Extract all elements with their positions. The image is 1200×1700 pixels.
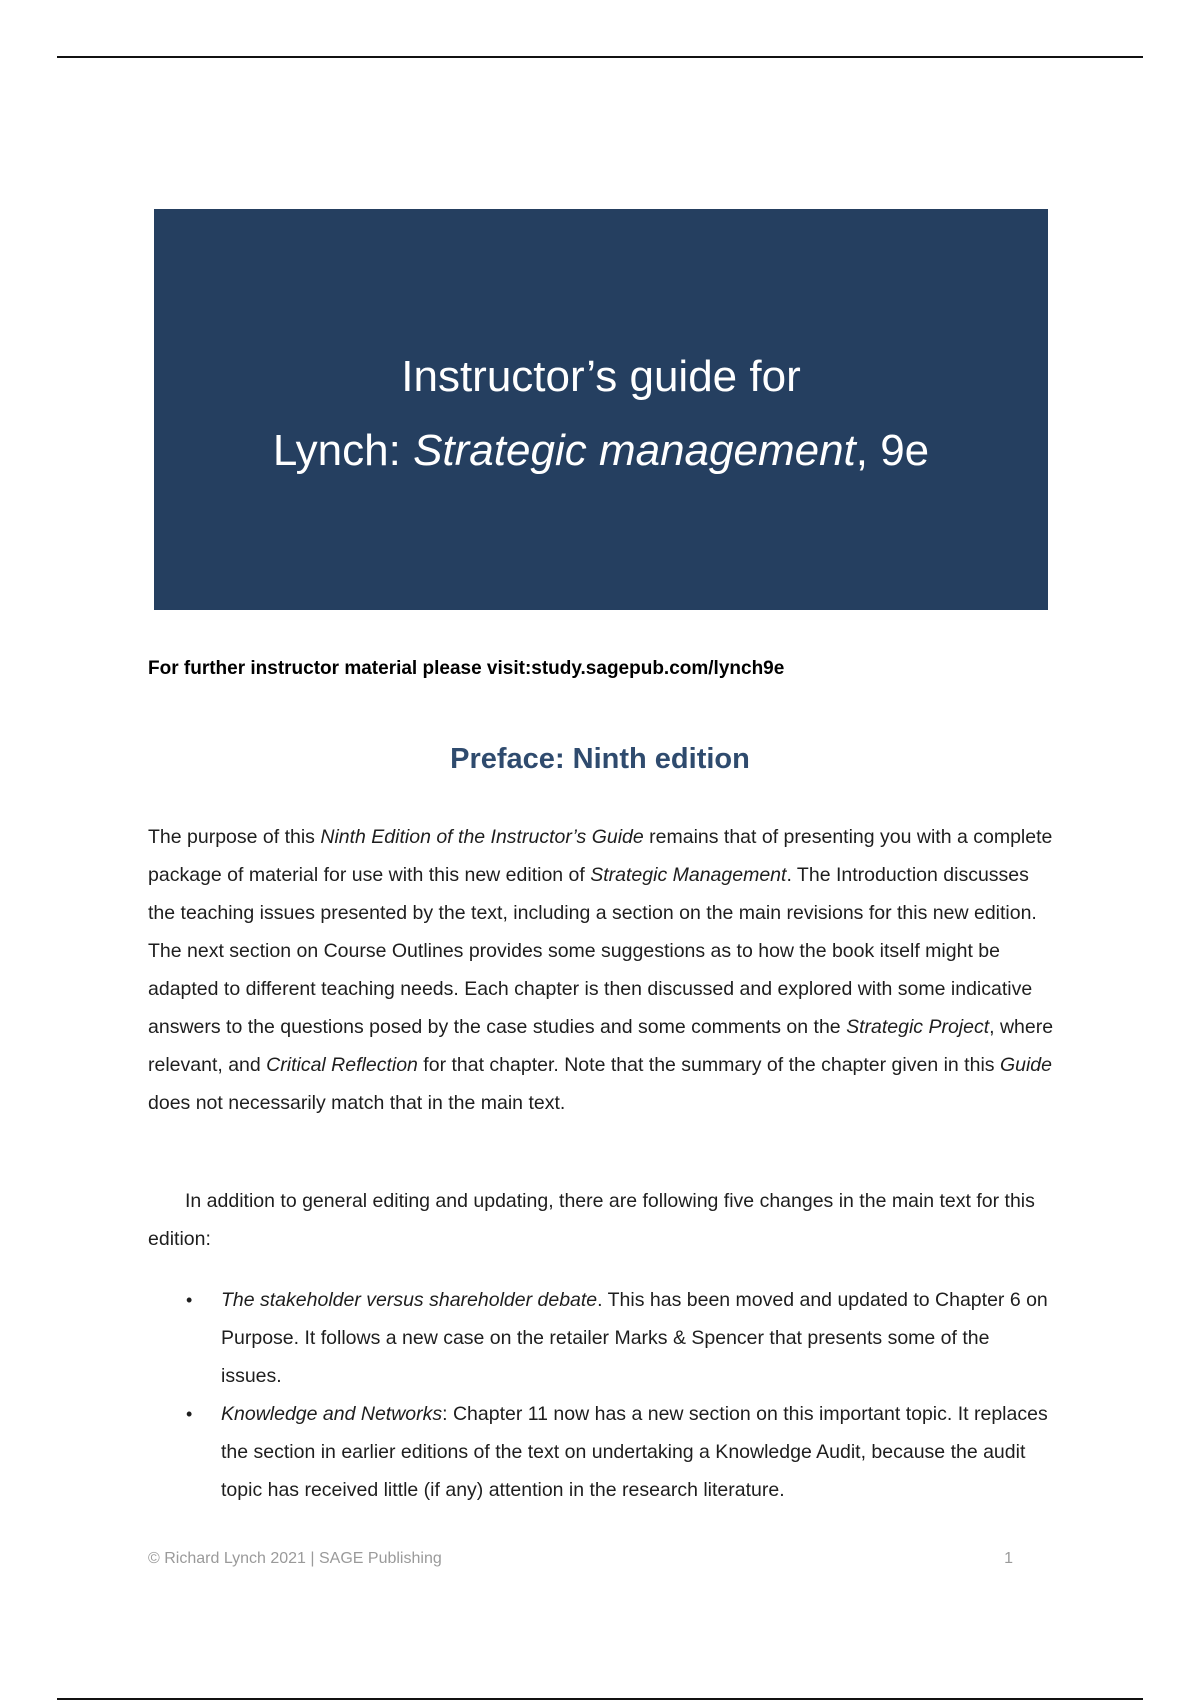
footer-copyright: © Richard Lynch 2021 | SAGE Publishing xyxy=(148,1550,442,1567)
preface-heading: Preface: Ninth edition xyxy=(450,743,750,775)
bullet-topic: The stakeholder versus shareholder debate xyxy=(221,1289,598,1311)
bullet-topic: Knowledge and Networks xyxy=(221,1403,443,1425)
p1-text-1: The purpose of this xyxy=(148,826,321,848)
p1-text-5: for that chapter. Note that the summary of the chapter given in this xyxy=(417,1054,1000,1076)
p1-text-2: remains that of presenting you with a complete package of material for use with this new edition of xyxy=(148,826,1053,886)
preface-paragraph-2: In addition to general editing and updating, there are following five changes in the main text for this edition: xyxy=(148,1190,1035,1250)
bullet-icon: • xyxy=(186,1290,193,1310)
list-item xyxy=(148,1395,1054,1509)
banner-edition: , 9e xyxy=(855,426,930,475)
preface-paragraph-1 xyxy=(148,818,1054,1122)
p1-text-4: , where relevant, and xyxy=(148,1016,1054,1076)
page-number: 1 xyxy=(1004,1550,1013,1567)
banner-title-line2 xyxy=(154,414,1048,488)
p1-italic-3: Strategic Project xyxy=(846,1016,990,1038)
page-footer xyxy=(148,1550,1013,1568)
bullet-icon: • xyxy=(186,1404,193,1424)
p1-italic-4: Critical Reflection xyxy=(266,1054,418,1076)
p1-italic-1: Ninth Edition of the Instructor’s Guide xyxy=(320,826,644,848)
bullet-text: . This has been moved and updated to Chapter 6 on Purpose. It follows a new case on the retailer Marks & Spencer that presents some of the issues. xyxy=(221,1289,1048,1387)
banner-title-prefix: Lynch: xyxy=(272,426,414,475)
title-banner xyxy=(154,209,1048,610)
changes-list xyxy=(148,1281,1054,1509)
p1-italic-5: Guide xyxy=(999,1054,1052,1076)
p1-italic-2: Strategic Management xyxy=(590,864,787,886)
instructor-material-note: For further instructor material please visit:study.sagepub.com/lynch9e xyxy=(148,658,785,679)
top-rule xyxy=(57,56,1143,58)
p1-text-6: does not necessarily match that in the main text. xyxy=(148,1092,566,1114)
bullet-text: : Chapter 11 now has a new section on this important topic. It replaces the section in earlier editions of the text on undertaking a Knowledge Audit, because the audit topic has received little (if any) attention in the research literature. xyxy=(221,1403,1048,1501)
banner-title-line1: Instructor’s guide for xyxy=(401,352,801,401)
p1-text-3: . The Introduction discusses the teaching issues presented by the text, including a section on the main revisions for this new edition. The next section on Course Outlines provides some suggestions as to how the book itself might be adapted to different teaching needs. Each chapter is then discussed and explored with some indicative answers to the questions posed by the case studies and some comments on the xyxy=(148,864,1037,1038)
list-item xyxy=(148,1281,1054,1395)
banner-book-title: Strategic management xyxy=(413,426,856,475)
